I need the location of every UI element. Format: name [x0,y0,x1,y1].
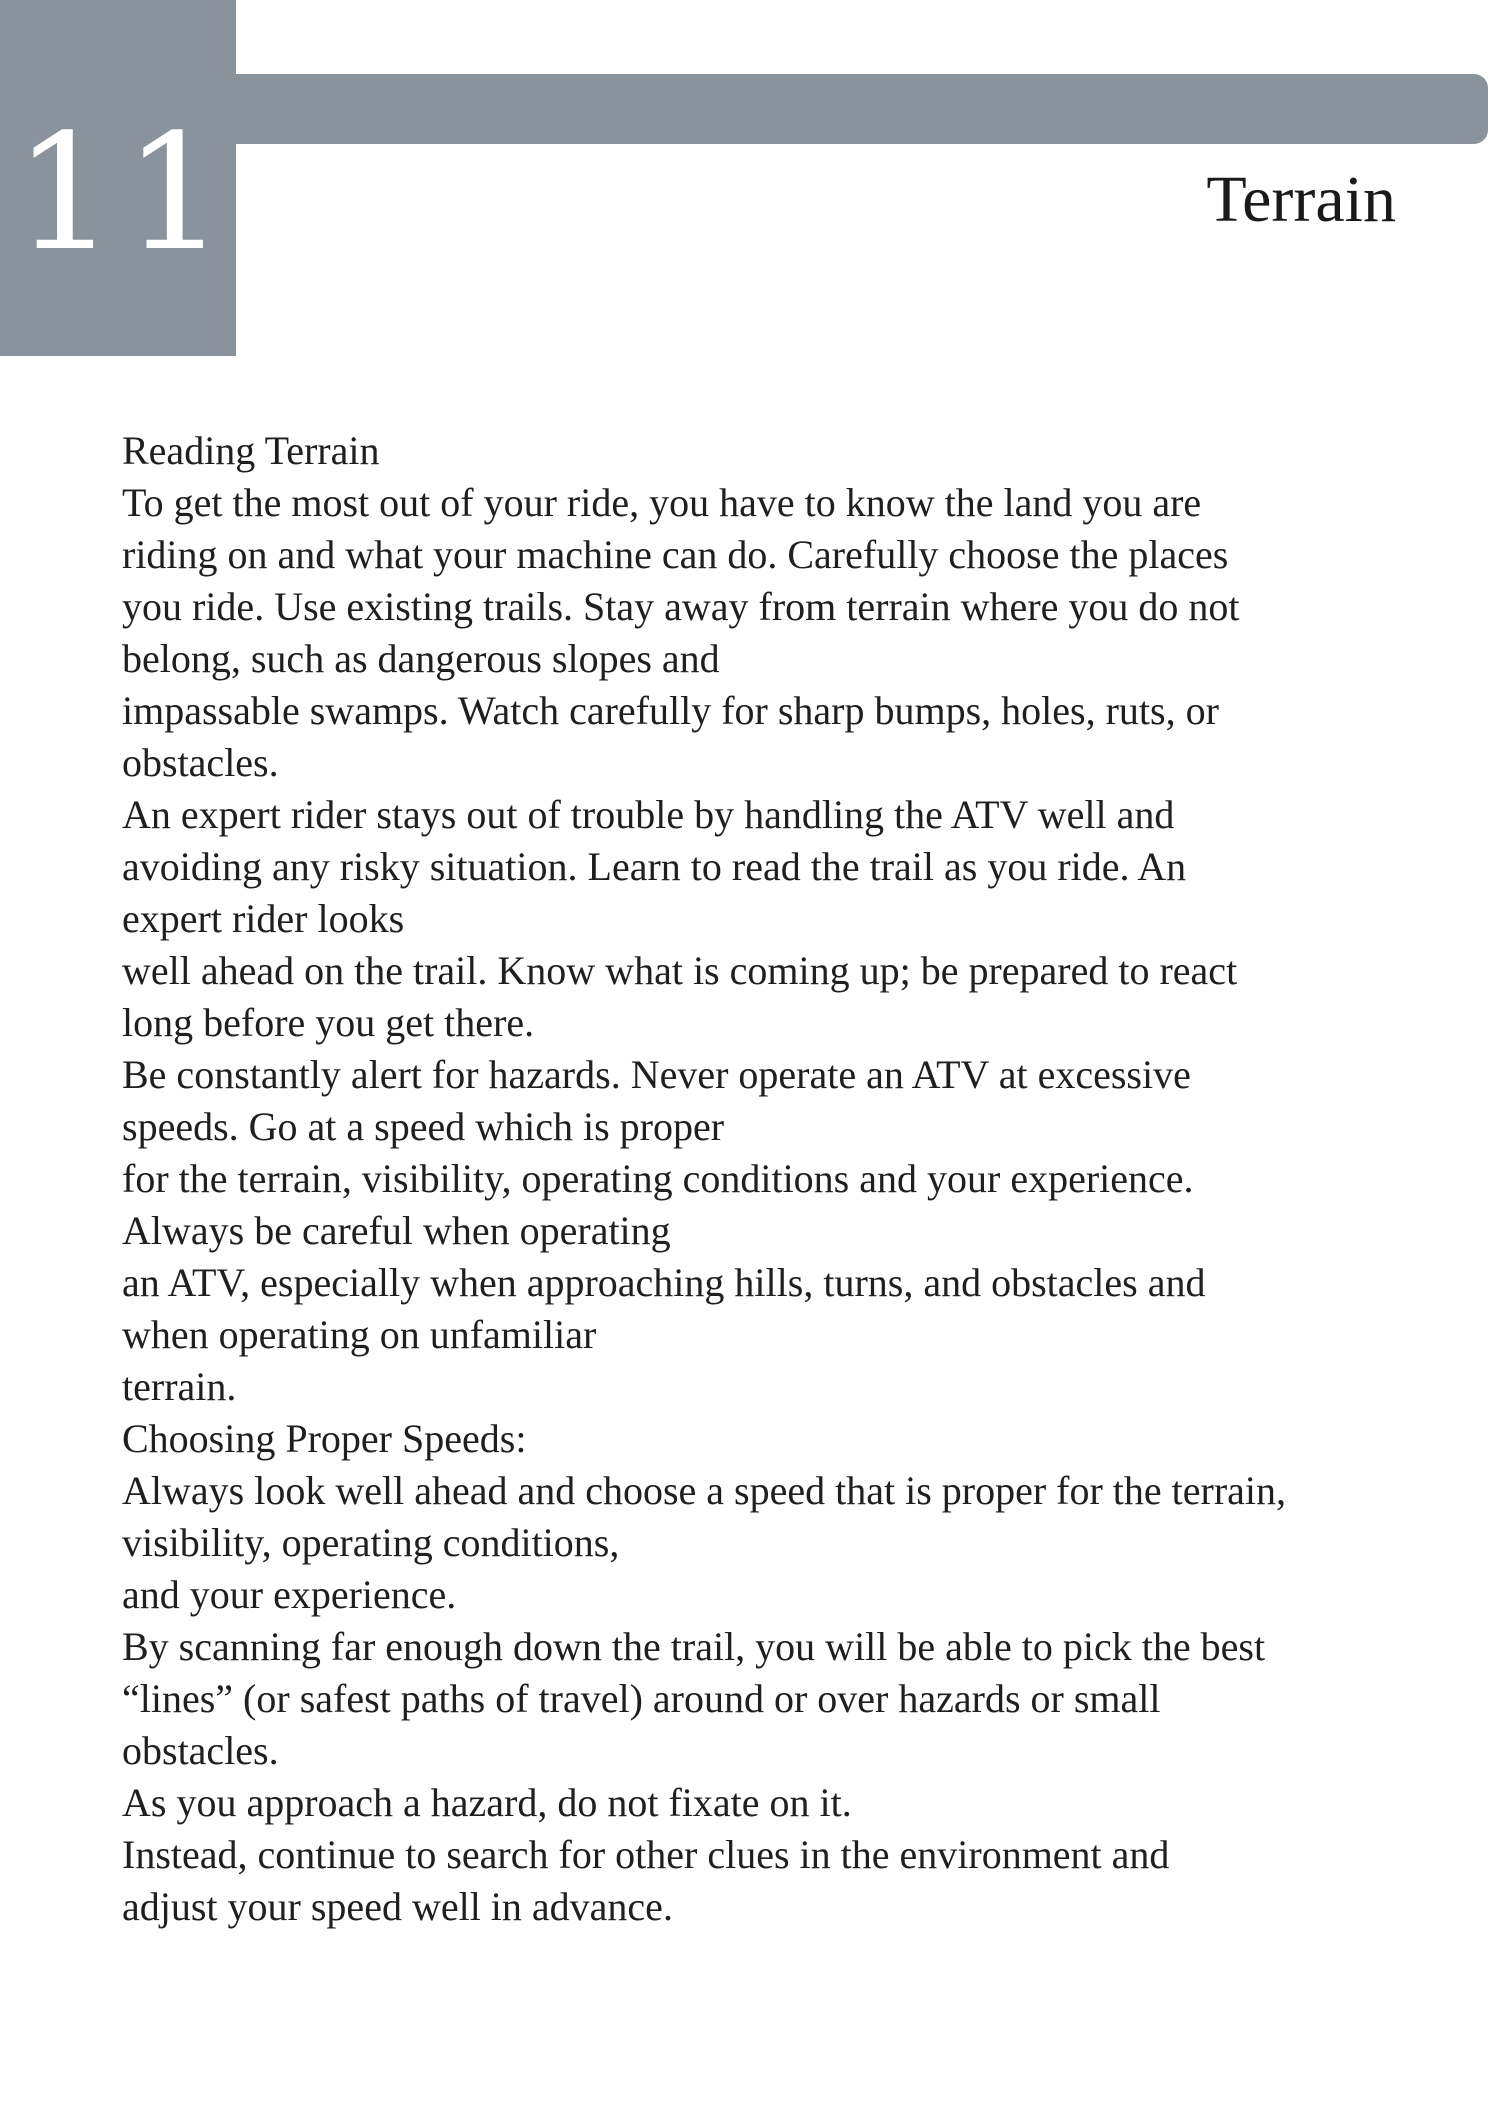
text-line: Instead, continue to search for other clues in the environment and [122,1832,1170,1877]
text-line: you ride. Use existing trails. Stay away from terrain where you do not [122,584,1240,629]
text-line: adjust your speed well in advance. [122,1884,673,1929]
text-line: expert rider looks [122,896,405,941]
section-heading-choosing-proper-speeds: Choosing Proper Speeds: [122,1416,527,1461]
text-line: long before you get there. [122,1000,535,1045]
text-line: speeds. Go at a speed which is proper [122,1104,725,1149]
text-line: By scanning far enough down the trail, you will be able to pick the best [122,1624,1266,1669]
text-line: belong, such as dangerous slopes and [122,636,720,681]
text-line: when operating on unfamiliar [122,1312,597,1357]
text-line: an ATV, especially when approaching hills, turns, and obstacles and [122,1260,1206,1305]
body-text [122,425,1372,1933]
text-line: Be constantly alert for hazards. Never operate an ATV at excessive [122,1052,1191,1097]
text-line: To get the most out of your ride, you have to know the land you are [122,480,1202,525]
text-line: impassable swamps. Watch carefully for sharp bumps, holes, ruts, or [122,688,1219,733]
text-line: and your experience. [122,1572,457,1617]
text-line: “lines” (or safest paths of travel) around or over hazards or small [122,1676,1161,1721]
chapter-number: 11 [14,99,234,286]
text-line: obstacles. [122,740,279,785]
text-line: riding on and what your machine can do. Carefully choose the places [122,532,1229,577]
text-line: An expert rider stays out of trouble by handling the ATV well and [122,792,1175,837]
text-line: visibility, operating conditions, [122,1520,620,1565]
text-line: obstacles. [122,1728,279,1773]
text-line: avoiding any risky situation. Learn to read the trail as you ride. An [122,844,1187,889]
text-line: well ahead on the trail. Know what is coming up; be prepared to react [122,948,1238,993]
text-line: Always be careful when operating [122,1208,671,1253]
chapter-title: Terrain [1206,163,1396,236]
text-line: Always look well ahead and choose a speed that is proper for the terrain, [122,1468,1287,1513]
section-heading-reading-terrain: Reading Terrain [122,428,380,473]
text-line: As you approach a hazard, do not fixate on it. [122,1780,852,1825]
text-line: for the terrain, visibility, operating conditions and your experience. [122,1156,1194,1201]
header-band [236,74,1488,144]
chapter-number-block [0,0,236,356]
text-line: terrain. [122,1364,237,1409]
